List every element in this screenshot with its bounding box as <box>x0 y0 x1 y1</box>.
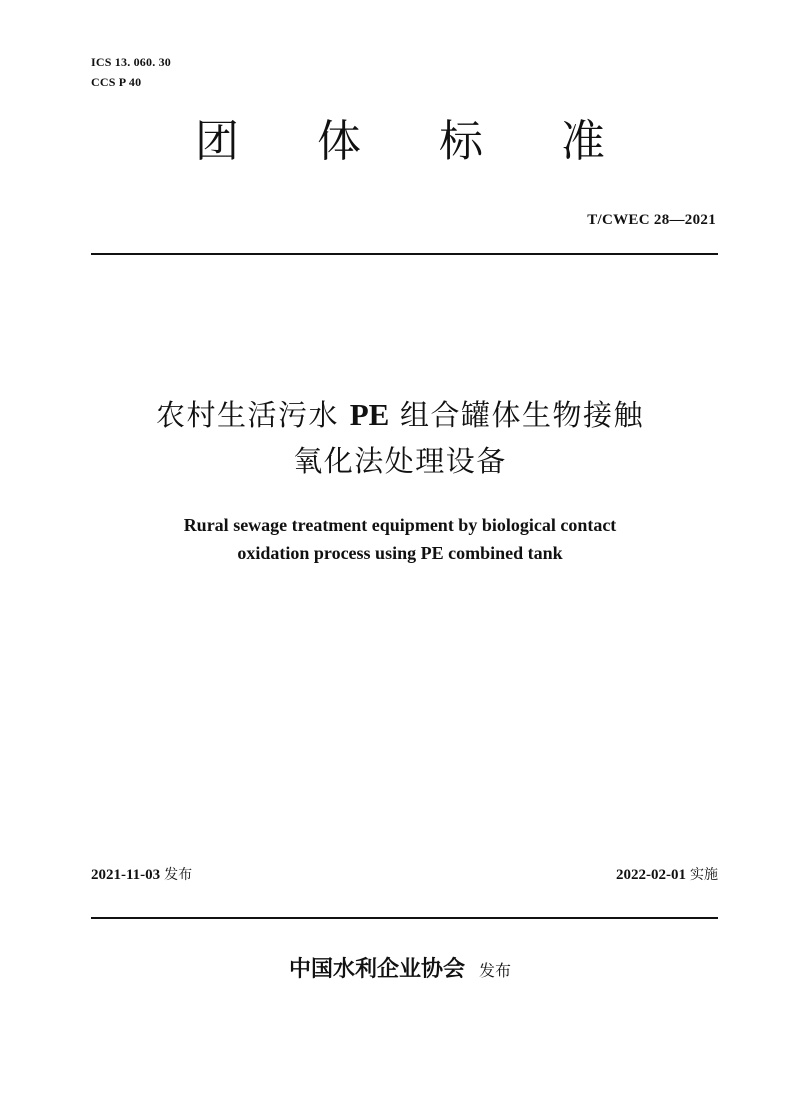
chinese-title-segment: 农村生活污水 <box>155 398 339 432</box>
issue-date-label: 发布 <box>164 867 193 883</box>
document-type-char: 体 <box>317 116 361 167</box>
publisher-organization: 中国水利企业协会 <box>288 956 465 982</box>
document-type-char: 准 <box>561 116 605 167</box>
ccs-code: CCS P 40 <box>91 75 142 89</box>
header-divider <box>91 253 718 255</box>
implementation-date <box>616 864 718 884</box>
implementation-date-value: 2022-02-01 <box>616 867 686 883</box>
english-title <box>0 511 800 567</box>
issue-date-value: 2021-11-03 <box>91 867 161 883</box>
issue-date <box>91 864 192 884</box>
footer-divider <box>91 917 718 919</box>
implementation-date-label: 实施 <box>690 867 718 883</box>
chinese-title-line-1 <box>0 392 800 438</box>
document-type-char: 标 <box>439 116 483 167</box>
publisher <box>0 952 800 983</box>
standard-number: T/CWEC 28—2021 <box>587 212 716 228</box>
publisher-action: 发布 <box>479 961 512 980</box>
document-type-heading <box>0 112 800 172</box>
english-title-line-2: oxidation process using PE combined tank <box>237 543 563 563</box>
chinese-title-pe: PE <box>349 397 390 432</box>
chinese-title <box>0 392 800 484</box>
chinese-title-line-2: 氧化法处理设备 <box>293 444 507 478</box>
classification-codes <box>91 52 171 92</box>
english-title-line-1: Rural sewage treatment equipment by biological contact <box>183 515 617 535</box>
document-type-char: 团 <box>195 116 239 167</box>
chinese-title-segment: 组合罐体生物接触 <box>400 398 645 432</box>
ics-code: ICS 13. 060. 30 <box>91 55 172 69</box>
